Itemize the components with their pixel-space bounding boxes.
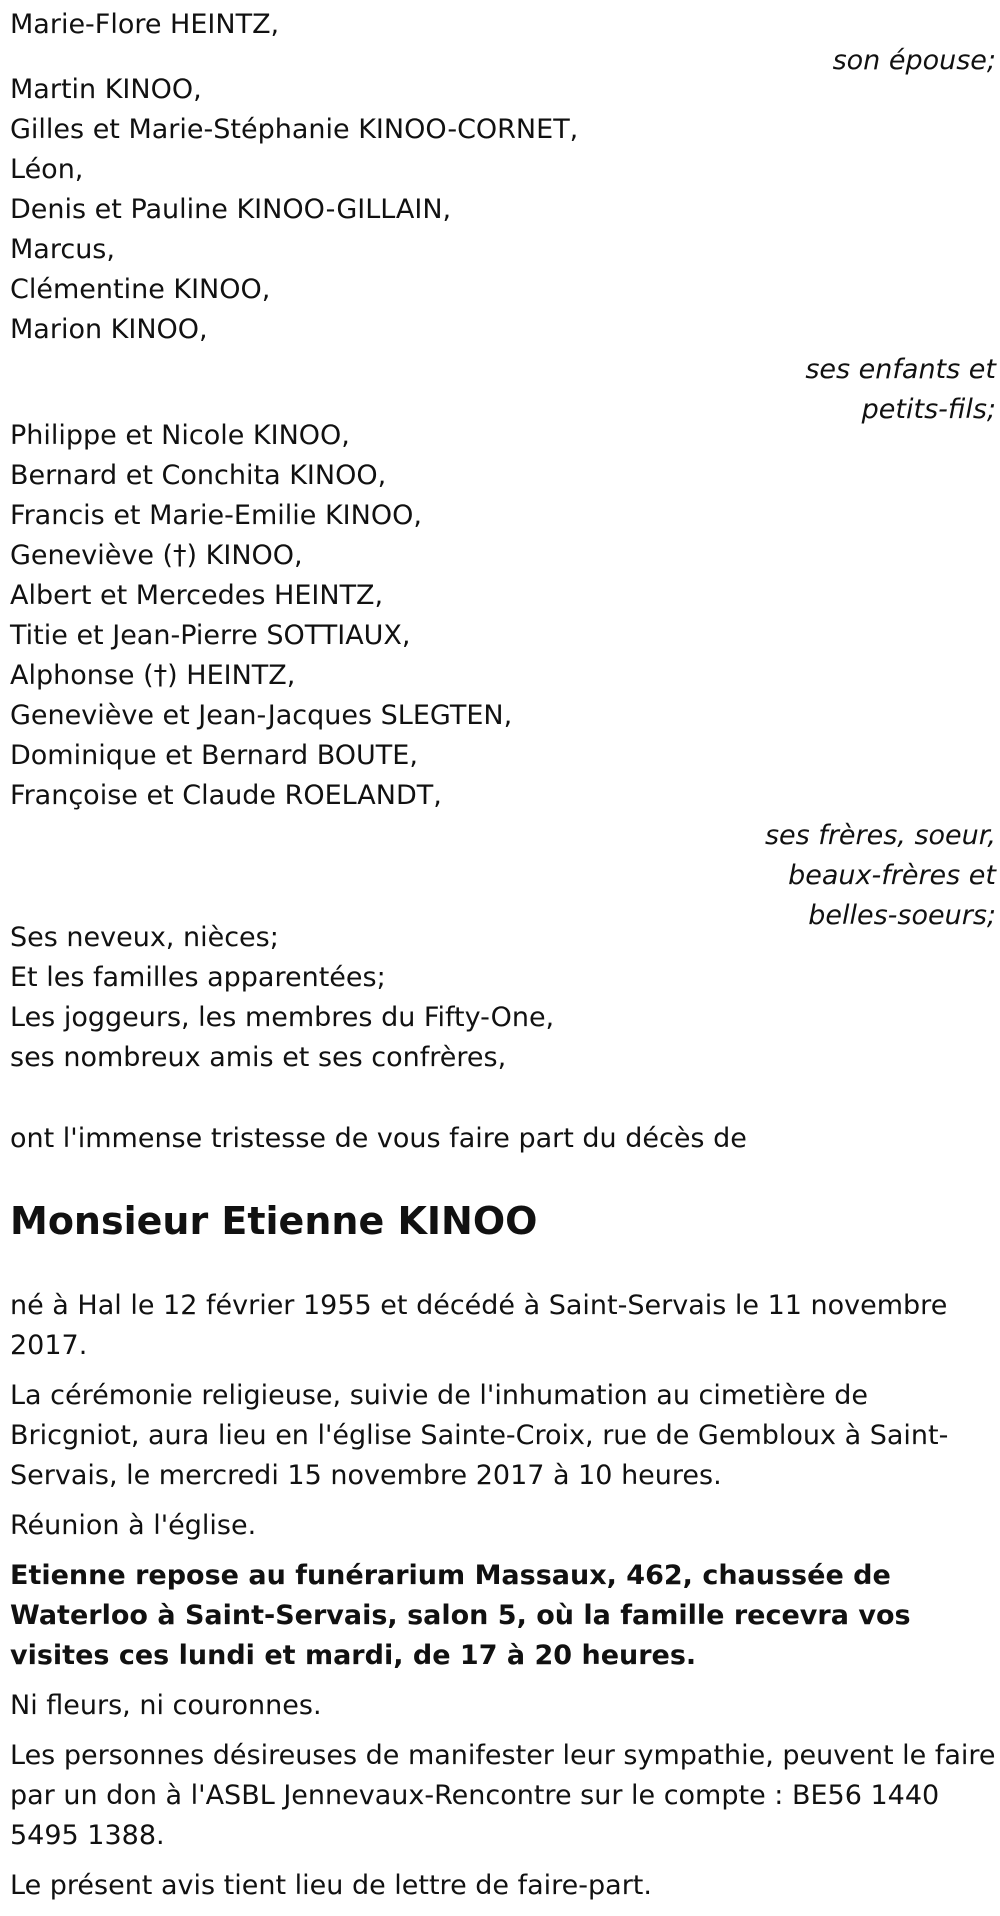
siblings-role-line: ses frères, soeur, (764, 820, 996, 851)
siblings-section (10, 416, 996, 936)
donation-text: Les personnes désireuses de manifester leur sympathie, peuvent le faire par un don à l'ASBL Jennevaux-Rencontre sur le compte : BE56 1440 5495 1388. (10, 1740, 996, 1851)
details-section (10, 1286, 996, 1916)
announcement-text: ont l'immense tristesse de vous faire part du décès de (10, 1123, 747, 1154)
children-role-line: ses enfants et (805, 354, 996, 385)
child-name: Léon, (10, 154, 84, 185)
deceased-name: Monsieur Etienne KINOO (10, 1199, 538, 1243)
siblings-role-line: belles-soeurs; (808, 900, 996, 931)
children-section (10, 70, 996, 430)
sibling-name: Geneviève (†) KINOO, (10, 540, 303, 571)
sibling-name: Françoise et Claude ROELANDT, (10, 780, 442, 811)
sibling-name: Alphonse (†) HEINTZ, (10, 660, 296, 691)
siblings-role-line: beaux-frères et (788, 860, 996, 891)
other-mourners-line: Ses neveux, nièces; (10, 922, 279, 953)
sibling-name: Philippe et Nicole KINOO, (10, 420, 350, 451)
reunion-text: Réunion à l'église. (10, 1510, 257, 1541)
sibling-name: Bernard et Conchita KINOO, (10, 460, 387, 491)
child-name: Clémentine KINOO, (10, 274, 271, 305)
others-section (10, 918, 996, 1078)
spouse-role: son épouse; (832, 45, 996, 76)
birth-death-text: né à Hal le 12 février 1955 et décédé à Saint-Servais le 11 novembre 2017. (10, 1290, 948, 1361)
other-mourners-line: Et les familles apparentées; (10, 962, 386, 993)
children-role-line: petits-fils; (861, 394, 996, 425)
child-name: Gilles et Marie-Stéphanie KINOO-CORNET, (10, 114, 579, 145)
spouse-name: Marie-Flore HEINTZ, (10, 9, 280, 40)
other-mourners-line: ses nombreux amis et ses confrères, (10, 1042, 507, 1073)
sibling-name: Geneviève et Jean-Jacques SLEGTEN, (10, 700, 513, 731)
flowers-text: Ni fleurs, ni couronnes. (10, 1690, 322, 1721)
sibling-name: Titie et Jean-Pierre SOTTIAUX, (10, 620, 411, 651)
ceremony-text: La cérémonie religieuse, suivie de l'inhumation au cimetière de Bricgniot, aura lieu en l'église Sainte-Croix, rue de Gembloux à Saint-Servais, le mercredi 15 novembre 2017 à 10 heures. (10, 1380, 949, 1491)
child-name: Martin KINOO, (10, 74, 202, 105)
child-name: Marcus, (10, 234, 115, 265)
other-mourners-line: Les joggeurs, les membres du Fifty-One, (10, 1002, 555, 1033)
sibling-name: Albert et Mercedes HEINTZ, (10, 580, 384, 611)
sibling-name: Dominique et Bernard BOUTE, (10, 740, 418, 771)
child-name: Denis et Pauline KINOO-GILLAIN, (10, 194, 452, 225)
child-name: Marion KINOO, (10, 314, 208, 345)
sibling-name: Francis et Marie-Emilie KINOO, (10, 500, 422, 531)
visitation-text: Etienne repose au funérarium Massaux, 462, chaussée de Waterloo à Saint-Servais, salon 5, où la famille recevra vos visites ces lundi et mardi, de 17 à 20 heures. (10, 1560, 911, 1671)
notice-text: Le présent avis tient lieu de lettre de faire-part. (10, 1870, 652, 1901)
